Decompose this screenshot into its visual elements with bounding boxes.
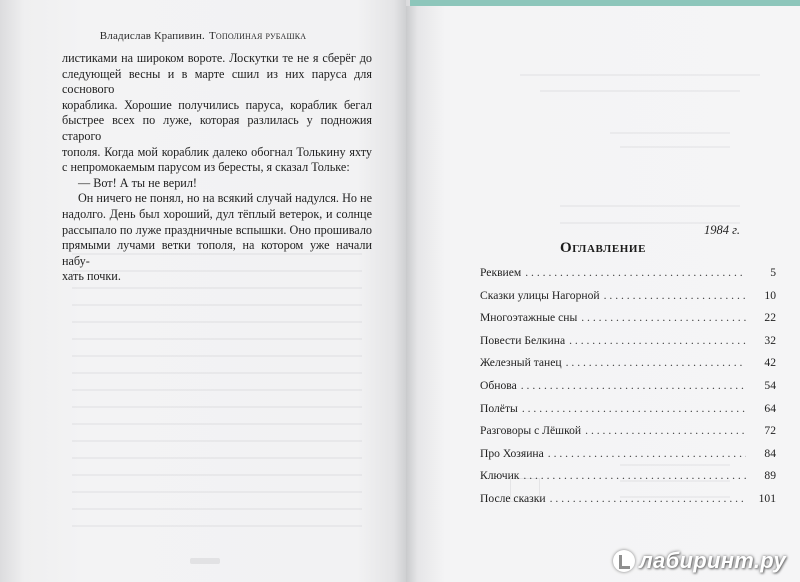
toc-entry: [480, 469, 776, 492]
toc-leader-dots: [548, 447, 746, 460]
text-line: кораблика. Хорошие получились паруса, кораблик бегал: [62, 97, 372, 112]
bleed-through: [72, 457, 362, 459]
toc-leader-dots: [566, 356, 746, 369]
toc-leader-dots: [521, 379, 746, 392]
toc-entry: [480, 402, 776, 425]
toc-leader-dots: [581, 311, 746, 324]
bleed-through: [72, 491, 362, 493]
toc-entry-page: 42: [764, 356, 776, 370]
page-number-bleed: [190, 558, 220, 564]
toc-entry: [480, 311, 776, 334]
toc-entry: [480, 266, 776, 289]
toc-entry-page: 32: [764, 333, 776, 347]
toc-entry: [480, 424, 776, 447]
toc-entry-title: Разговоры с Лёшкой: [480, 424, 582, 438]
toc-entry: [480, 379, 776, 402]
toc-entry-page: 22: [764, 311, 776, 325]
toc-leader-dots: [585, 424, 746, 437]
toc-entry-page: 101: [758, 491, 776, 505]
toc-leader-dots: [522, 402, 746, 415]
bleed-through: [72, 406, 362, 408]
bleed-through: [520, 74, 760, 76]
toc-entry: [480, 447, 776, 470]
toc-entry-title: Железный танец: [480, 356, 562, 370]
toc-entry-title: Ключик: [480, 469, 520, 483]
text-line: с непромокаемым парусом из бересты, я сказал Тольке:: [62, 160, 350, 175]
bleed-through: [72, 474, 362, 476]
bleed-through: [72, 525, 362, 527]
toc-entry: [480, 492, 776, 515]
bleed-through: [540, 90, 740, 92]
toc-entry-title: После сказки: [480, 491, 546, 505]
toc-entry-title: Про Хозяина: [480, 446, 544, 460]
toc-entry-page: 89: [764, 469, 776, 483]
text-line: быстрее всех по луже, которая разлилась у подножия старого: [62, 113, 372, 143]
bleed-through: [620, 146, 730, 148]
toc-entry: [480, 289, 776, 312]
toc-entry-title: Реквием: [480, 266, 522, 279]
toc-entry-title: Повести Белкина: [480, 333, 566, 347]
toc-entry-page: 10: [764, 288, 776, 302]
toc-leader-dots: [523, 469, 746, 482]
watermark: [613, 548, 786, 574]
text-line: следующей весны и в марте сшил из них паруса для соснового: [62, 66, 372, 97]
toc-leader-dots: [604, 289, 746, 302]
bleed-through: [72, 372, 362, 374]
toc-entry-page: 54: [764, 378, 776, 392]
toc-leader-dots: [525, 266, 746, 279]
bleed-through: [72, 440, 362, 442]
bleed-through: [72, 287, 362, 289]
text-line: листиками на широком вороте. Лоскутки те не я сберёг до: [62, 51, 372, 65]
toc-entry-page: 64: [764, 401, 776, 415]
bleed-through: [72, 304, 362, 306]
text-line: рассыпало по луже праздничные вспышки. Оно прошивало: [62, 222, 372, 237]
text-line: Он ничего не понял, но на всякий случай надулся. Но не: [78, 191, 372, 206]
bleed-through: [72, 508, 362, 510]
watermark-text: лабиринт.ру: [639, 548, 786, 573]
story-date: 1984 г.: [704, 223, 740, 237]
text-line: надолго. День был хороший, дул тёплый ветерок, и солнце: [62, 206, 372, 221]
bleed-through: [560, 205, 740, 207]
toc-entry-title: Полёты: [480, 401, 518, 415]
toc-leader-dots: [550, 492, 746, 505]
bleed-through: [72, 389, 362, 391]
running-head-title: Тополиная рубашка: [209, 30, 307, 42]
bleed-through: [72, 338, 362, 340]
bleed-through: [72, 321, 362, 323]
text-line: — Вот! А ты не верил!: [78, 175, 197, 190]
table-of-contents: [480, 266, 776, 515]
toc-entry-title: Сказки улицы Нагорной: [480, 288, 600, 302]
story-ending-text: [62, 51, 372, 285]
labirint-logo-icon: [613, 550, 635, 572]
bleed-through: [610, 132, 730, 134]
toc-entry: [480, 334, 776, 357]
text-line: хать почки.: [62, 269, 121, 284]
toc-leader-dots: [569, 334, 746, 347]
text-line: прямыми лучами ветки тополя, на котором уже начали набу-: [62, 238, 372, 268]
toc-entry-page: 5: [770, 266, 776, 279]
toc-title: Оглавление: [559, 240, 647, 256]
running-head: [0, 30, 406, 42]
text-line: тополя. Когда мой кораблик далеко обогнал Толькину яхту: [62, 144, 372, 159]
toc-entry-page: 84: [764, 446, 776, 460]
toc-entry-title: Обнова: [480, 378, 517, 392]
bleed-through: [72, 423, 362, 425]
toc-entry: [480, 356, 776, 379]
toc-entry-title: Многоэтажные сны: [480, 311, 578, 325]
bleed-through: [72, 355, 362, 357]
running-head-author: Владислав Крапивин.: [99, 30, 205, 42]
toc-entry-page: 72: [764, 424, 776, 438]
